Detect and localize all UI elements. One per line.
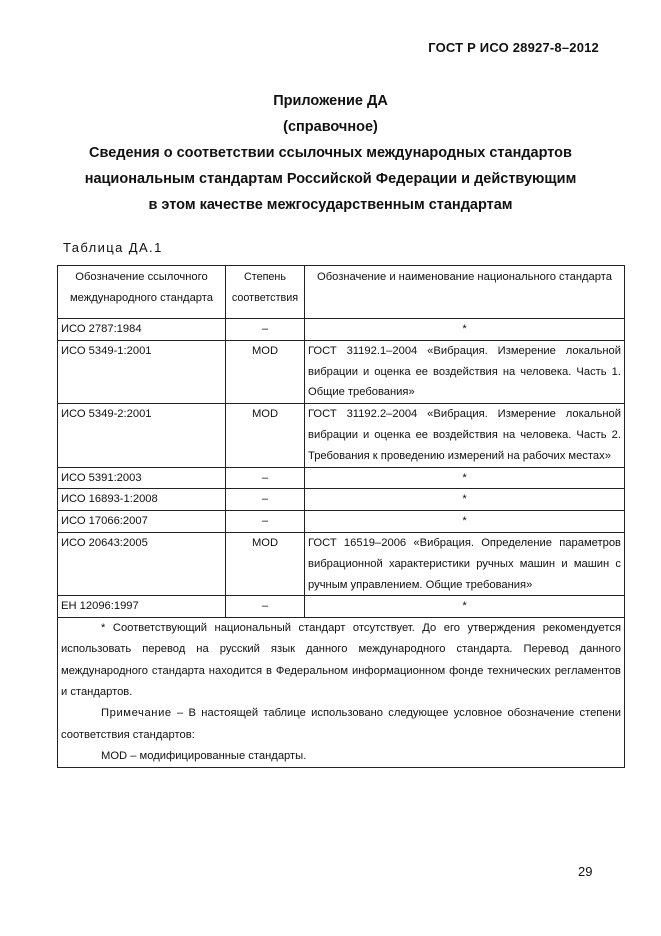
cell-code: ИСО 5349-1:2001 <box>58 340 226 403</box>
table-row <box>58 467 625 489</box>
table-row <box>58 319 625 341</box>
cell-national: * <box>305 489 625 511</box>
cell-code: ИСО 20643:2005 <box>58 532 226 595</box>
cell-national: * <box>305 319 625 341</box>
note-paragraph <box>61 703 621 746</box>
header-national: Обозначение и наименование национального стандарта <box>305 266 625 319</box>
cell-degree: MOD <box>226 340 305 403</box>
appendix-type: (справочное) <box>283 119 378 135</box>
cell-degree: – <box>226 489 305 511</box>
table-row <box>58 340 625 403</box>
cell-code: ИСО 17066:2007 <box>58 511 226 533</box>
cell-code: ЕН 12096:1997 <box>58 596 226 618</box>
note-label: Примечание <box>101 707 172 720</box>
header-degree: Степень соответствия <box>226 266 305 319</box>
cell-national: * <box>305 511 625 533</box>
cell-code: ИСО 5349-2:2001 <box>58 404 226 467</box>
table-row <box>58 511 625 533</box>
cell-degree: – <box>226 596 305 618</box>
cell-code: ИСО 5391:2003 <box>58 467 226 489</box>
appendix-heading-line-2: национальным стандартам Российской Федерации и действующим <box>84 171 577 187</box>
table-caption: Таблица ДА.1 <box>63 240 163 255</box>
table-row <box>58 489 625 511</box>
table-row <box>58 596 625 618</box>
cell-degree: – <box>226 511 305 533</box>
cell-degree: MOD <box>226 404 305 467</box>
cell-degree: – <box>226 319 305 341</box>
cell-code: ИСО 16893-1:2008 <box>58 489 226 511</box>
table-footer-row <box>58 618 625 768</box>
appendix-label: Приложение ДА <box>273 93 388 109</box>
table-row <box>58 532 625 595</box>
correspondence-table <box>57 265 625 768</box>
appendix-title-block <box>40 88 621 218</box>
cell-national: ГОСТ 16519–2006 «Вибрация. Определение параметров вибрационной характеристики ручных машин и машин с ручным управлением. Общие требования» <box>305 532 625 595</box>
cell-national: * <box>305 467 625 489</box>
cell-national: * <box>305 596 625 618</box>
cell-national: ГОСТ 31192.1–2004 «Вибрация. Измерение локальной вибрации и оценка ее воздействия на человека. Часть 1. Общие требования» <box>305 340 625 403</box>
cell-national: ГОСТ 31192.2–2004 «Вибрация. Измерение локальной вибрации и оценка ее воздействия на человека. Часть 2. Требования к проведению измерений на рабочих местах» <box>305 404 625 467</box>
standard-code-header: ГОСТ Р ИСО 28927-8–2012 <box>428 40 599 55</box>
cell-degree: MOD <box>226 532 305 595</box>
appendix-heading-line-1: Сведения о соответствии ссылочных международных стандартов <box>89 145 572 161</box>
cell-code: ИСО 2787:1984 <box>58 319 226 341</box>
cell-degree: – <box>226 467 305 489</box>
footnote-text: * Соответствующий национальный стандарт отсутствует. До его утверждения рекомендуется использовать перевод на русский язык данного международного стандарта. Перевод данного международного стандарта находится в Федеральном информационном фонде технических регламентов и стандартов. <box>61 622 621 699</box>
table-row <box>58 404 625 467</box>
header-code: Обозначение ссылочного международного стандарта <box>58 266 226 319</box>
table-header-row <box>58 266 625 319</box>
appendix-heading-line-3: в этом качестве межгосударственным стандартам <box>148 197 513 213</box>
page-number: 29 <box>578 864 593 879</box>
note-text: – В настоящей таблице использовано следующее условное обозначение степени соответствия стандартов: <box>61 707 621 741</box>
mod-definition: MOD – модифицированные стандарты. <box>101 749 307 762</box>
table-footer <box>58 618 625 768</box>
